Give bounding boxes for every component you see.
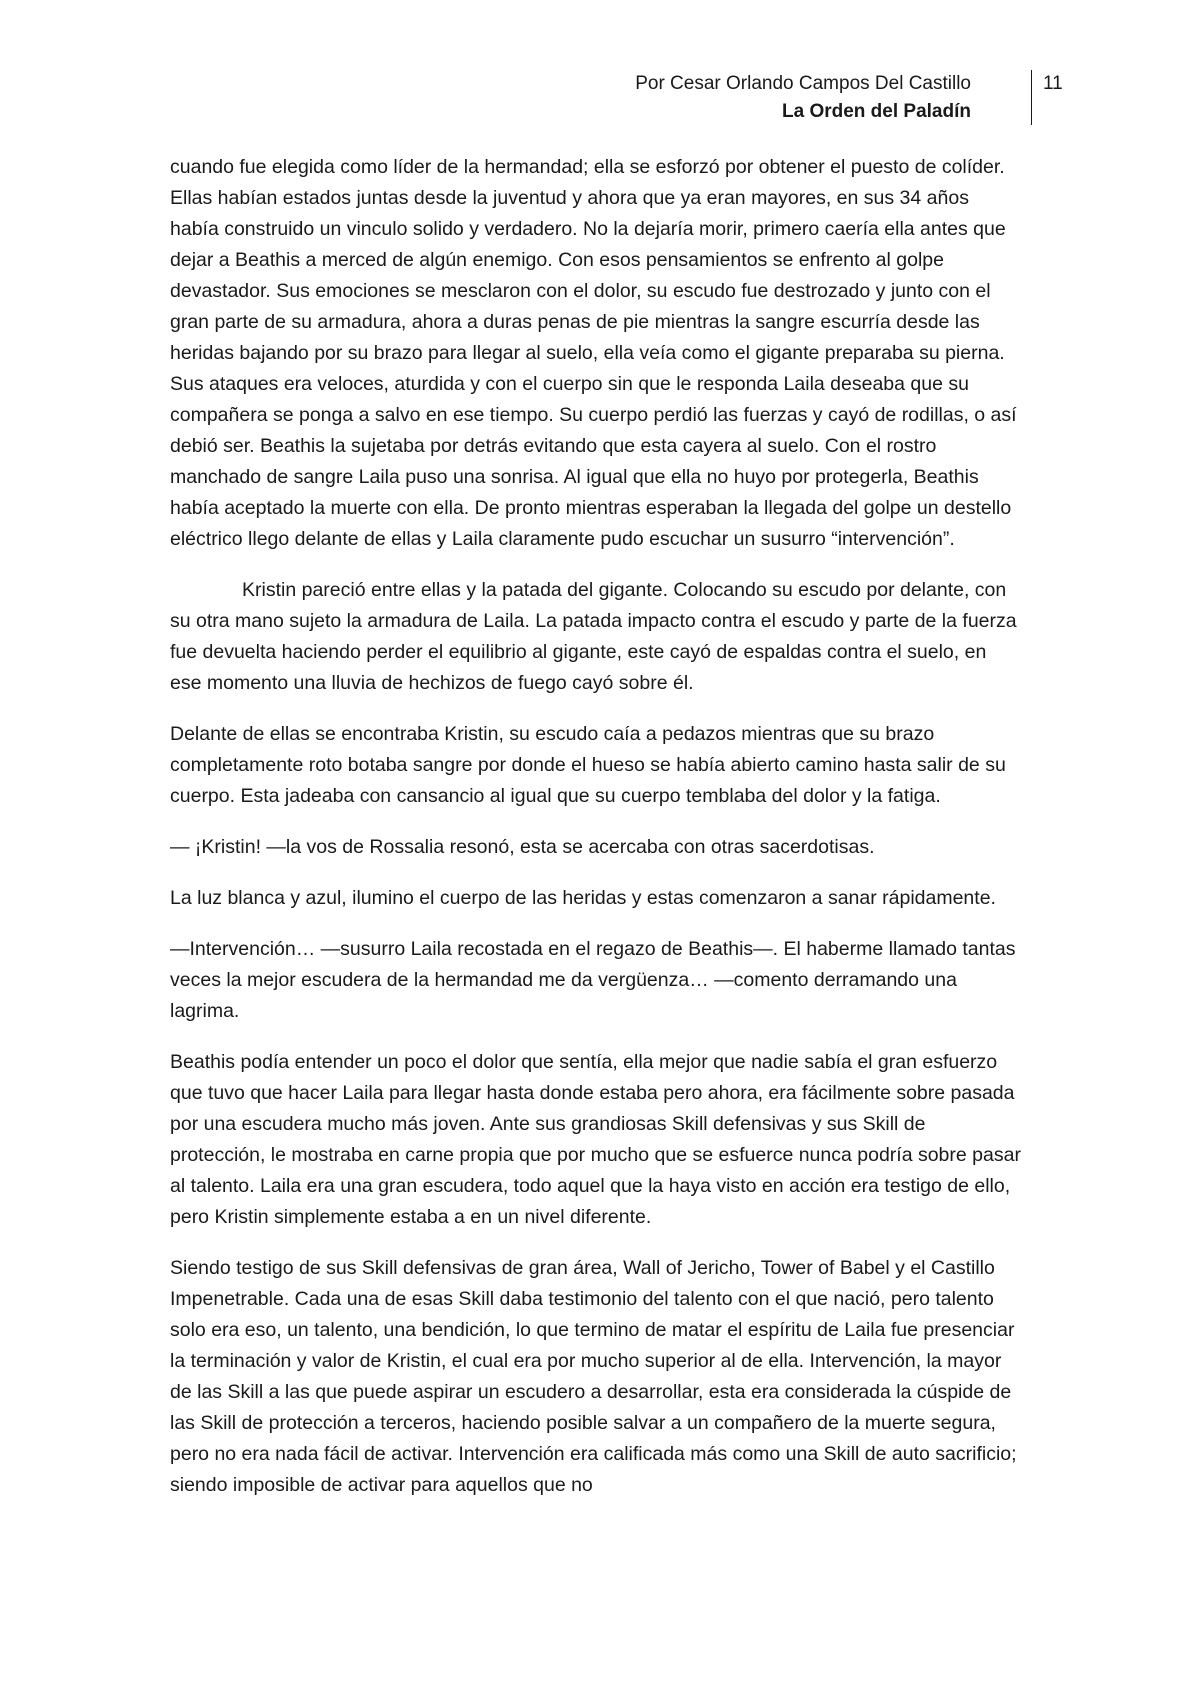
- paragraph-2: Kristin pareció entre ellas y la patada del gigante. Colocando su escudo por delante, con su otra mano sujeto la armadura de Laila. La patada impacto contra el escudo y parte de la fuerza fue devuelta haciendo perder el equilibrio al gigante, este cayó de espaldas contra el suelo, en ese momento una lluvia de hechizos de fuego cayó sobre él.: [170, 579, 1017, 694]
- paragraph-1: cuando fue elegida como líder de la hermandad; ella se esforzó por obtener el puesto de colíder. Ellas habían estados juntas desde la juventud y ahora que ya eran mayores, en sus 34 años había construido un vinculo solido y verdadero. No la dejaría morir, primero caería ella antes que dejar a Beathis a merced de algún enemigo. Con esos pensamientos se enfrento al golpe devastador. Sus emociones se mesclaron con el dolor, su escudo fue destrozado y junto con el gran parte de su armadura, ahora a duras penas de pie mientras la sangre escurría desde las heridas bajando por su brazo para llegar al suelo, ella veía como el gigante preparaba su pierna. Sus ataques era veloces, aturdida y con el cuerpo sin que le responda Laila deseaba que su compañera se ponga a salvo en ese tiempo. Su cuerpo perdió las fuerzas y cayó de rodillas, o así debió ser. Beathis la sujetaba por detrás evitando que esta cayera al suelo. Con el rostro manchado de sangre Laila puso una sonrisa. Al igual que ella no huyo por protegerla, Beathis había aceptado la muerte con ella. De pronto mientras esperaban la llegada del golpe un destello eléctrico llego delante de ellas y Laila claramente pudo escuchar un susurro “intervención”.: [170, 156, 1017, 550]
- running-header: [635, 70, 971, 126]
- page-body: [170, 152, 1022, 1521]
- paragraph-3: Delante de ellas se encontraba Kristin, su escudo caía a pedazos mientras que su brazo completamente roto botaba sangre por donde el hueso se había abierto camino hasta salir de su cuerpo. Esta jadeaba con cansancio al igual que su cuerpo temblaba del dolor y la fatiga.: [170, 723, 1006, 807]
- paragraph-5: La luz blanca y azul, ilumino el cuerpo de las heridas y estas comenzaron a sanar rápidamente.: [170, 887, 996, 909]
- page-number: 11: [1043, 73, 1063, 94]
- dialogue-paragraph-2: —Intervención… —susurro Laila recostada en el regazo de Beathis—. El haberme llamado tantas veces la mejor escudera de la hermandad me da vergüenza… —comento derramando una lagrima.: [170, 938, 1016, 1022]
- header-divider: [1031, 70, 1032, 125]
- author-line: Por Cesar Orlando Campos Del Castillo: [635, 73, 971, 94]
- paragraph-8: Siendo testigo de sus Skill defensivas de gran área, Wall of Jericho, Tower of Babel y el Castillo Impenetrable. Cada una de esas Skill daba testimonio del talento con el que nació, pero talento solo era eso, un talento, una bendición, lo que termino de matar el espíritu de Laila fue presenciar la terminación y valor de Kristin, el cual era por mucho superior al de ella. Intervención, la mayor de las Skill a las que puede aspirar un escudero a desarrollar, esta era considerada la cúspide de las Skill de protección a terceros, haciendo posible salvar a un compañero de la muerte segura, pero no era nada fácil de activar. Intervención era calificada más como una Skill de auto sacrificio; siendo imposible de activar para aquellos que no: [170, 1257, 1017, 1496]
- paragraph-7: Beathis podía entender un poco el dolor que sentía, ella mejor que nadie sabía el gran esfuerzo que tuvo que hacer Laila para llegar hasta donde estaba pero ahora, era fácilmente sobre pasada por una escudera mucho más joven. Ante sus grandiosas Skill defensivas y sus Skill de protección, le mostraba en carne propia que por mucho que se esfuerce nunca podría sobre pasar al talento. Laila era una gran escudera, todo aquel que la haya visto en acción era testigo de ello, pero Kristin simplemente estaba a en un nivel diferente.: [170, 1051, 1021, 1228]
- book-title: La Orden del Paladín: [782, 101, 971, 122]
- dialogue-paragraph-1: — ¡Kristin! —la vos de Rossalia resonó, esta se acercaba con otras sacerdotisas.: [170, 836, 875, 858]
